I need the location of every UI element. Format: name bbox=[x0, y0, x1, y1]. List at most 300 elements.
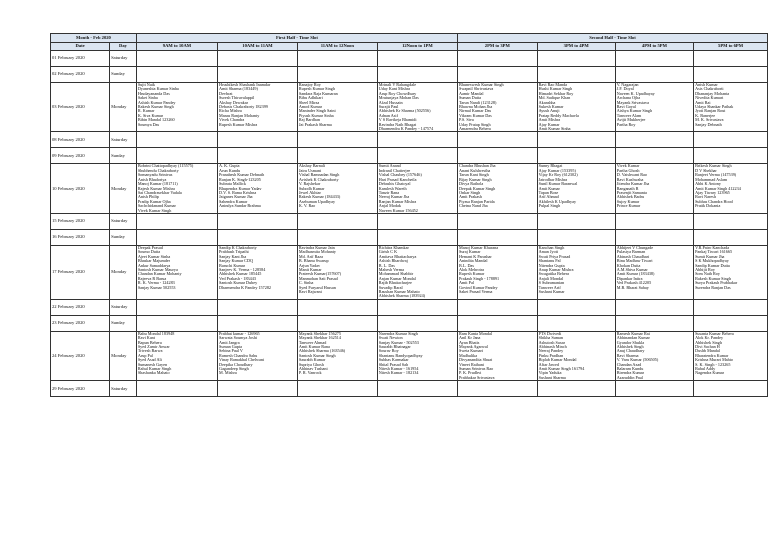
attendee-name: Neeraj Pandey bbox=[538, 348, 564, 354]
attendee-name: Anish Philip bbox=[137, 194, 159, 200]
slot-cell bbox=[694, 148, 768, 164]
slot-cell bbox=[377, 67, 457, 83]
schedule-body bbox=[51, 51, 768, 397]
attendee-name: Ajeet Kumar Sinha bbox=[137, 253, 171, 259]
attendee-name: Sourav Roy bbox=[378, 348, 399, 354]
slot-cell bbox=[297, 381, 377, 397]
attendee-name: Divi Sachan H bbox=[695, 344, 720, 350]
slot-cell bbox=[537, 164, 615, 213]
slot-cell bbox=[537, 148, 615, 164]
attendee-name: Amod Kumar bbox=[298, 104, 323, 110]
attendee-name: V. Rajshekar bbox=[298, 181, 321, 187]
slot-cell bbox=[457, 83, 537, 132]
attendee-name: V.R.Patro Kanchada bbox=[695, 245, 730, 250]
schedule-row bbox=[51, 245, 768, 299]
attendee-name: Biplab Kumar Mondal bbox=[538, 357, 577, 363]
slot-cell bbox=[694, 67, 768, 83]
attendee-name: Amit Rai bbox=[695, 99, 711, 105]
attendee-name: Arif Ahmad bbox=[538, 194, 559, 200]
attendee-name: Somanyadu Srinivas bbox=[137, 172, 173, 178]
attendee-name: Babu Mondal 183948 bbox=[137, 331, 175, 336]
attendee-name: Anjan Kumar Mondal bbox=[378, 275, 416, 281]
slot-cell bbox=[694, 245, 768, 299]
attendee-name: Sukesh Kumar bbox=[538, 104, 564, 110]
attendee-name: Devbrat bbox=[219, 90, 233, 96]
attendee-name: D. Vaishwant Rao bbox=[616, 172, 648, 178]
slot-cell bbox=[297, 83, 377, 132]
attendee-name: Azaruddin Paul bbox=[616, 374, 643, 380]
slot-cell bbox=[457, 229, 537, 245]
attendee-name: Gyandor Shukla bbox=[616, 339, 645, 345]
attendee-name: Debashis Ghatoyal bbox=[378, 181, 411, 187]
attendee-name: Mahesh Verma bbox=[378, 266, 404, 272]
attendee-name: Indranil Chatterjee bbox=[378, 167, 411, 173]
attendee-name: Deepak Prasad bbox=[137, 245, 163, 250]
attendee-name: Naveen K. Upadhayay bbox=[616, 90, 655, 96]
slot-cell bbox=[218, 381, 298, 397]
attendee-name: Prince Kumar bbox=[616, 203, 641, 209]
attendee-name: Piyasa Ranjan Parida bbox=[458, 198, 495, 204]
attendee-name: Pratap Reddy Machavla bbox=[538, 112, 579, 118]
attendee-name: Sai Chandrasekhar Vadala bbox=[137, 189, 182, 195]
attendee-name: Ajay Tiwary 123965 bbox=[695, 189, 730, 195]
attendee-name: Madhusmita Mohanty bbox=[298, 249, 336, 255]
slot-cell bbox=[136, 51, 217, 67]
attendee-name: Tanweer Arif bbox=[538, 284, 561, 290]
attendee-name: Abhishek Sharma (163546) bbox=[298, 348, 346, 354]
attendee-name: Rahul Addy bbox=[695, 366, 716, 372]
header-row-top bbox=[51, 34, 768, 43]
attendee-name: Rakesh Kumar Singh bbox=[137, 104, 174, 110]
attendee-name: Ranjan K. Singh-123205 bbox=[219, 176, 261, 182]
attendee-name: Vivek Kumar bbox=[616, 163, 640, 169]
attendee-name: Swati Newton bbox=[378, 335, 403, 341]
day-cell: Sunday bbox=[110, 315, 137, 331]
slot-cell bbox=[136, 331, 217, 380]
slot-cell bbox=[615, 51, 693, 67]
attendee-name: Amit Kumar bbox=[538, 185, 560, 191]
slot-cell bbox=[457, 299, 537, 315]
date-cell: 02 February 2020 bbox=[51, 67, 110, 83]
day-header: Day bbox=[110, 43, 137, 51]
attendee-name: Vikram Kumar Das bbox=[458, 112, 492, 118]
slot-cell bbox=[615, 132, 693, 148]
attendee-name: Saurabh Kumar bbox=[298, 357, 326, 363]
attendee-name: Ankur Samaddarya bbox=[137, 262, 171, 268]
slot-cell bbox=[694, 381, 768, 397]
slot-cell bbox=[694, 299, 768, 315]
attendee-name: Ravi Rao Manda bbox=[538, 82, 568, 87]
attendee-name: Onkar Singh bbox=[458, 189, 481, 195]
attendee-name: Ashish Kumar Pandey bbox=[137, 99, 176, 105]
attendee-name: Bijay Kumar Singh bbox=[458, 176, 492, 182]
attendee-name: Amit Kumar Rana bbox=[298, 344, 330, 350]
attendee-name: Rupesh Kumar Mishra bbox=[219, 121, 258, 127]
attendee-name: Ajay Kumar (153395) bbox=[538, 167, 576, 173]
attendee-name: Ravi Kushwaha bbox=[616, 176, 644, 182]
attendee-name: Abhishek Badru bbox=[616, 194, 645, 200]
date-cell: 10 February 2020 bbox=[51, 164, 110, 213]
attendee-name: Shikha Suman bbox=[538, 335, 563, 341]
attendee-name: D.V. S. Rama Krishna bbox=[219, 189, 257, 195]
slot-cell bbox=[218, 299, 298, 315]
slot-cell bbox=[136, 132, 217, 148]
attendee-name: Arjun Yadav bbox=[298, 262, 321, 268]
attendee-name: B. Bhanu Swarup bbox=[298, 258, 329, 264]
slot-cell bbox=[694, 83, 768, 132]
attendee-name: Amit Jangra bbox=[219, 339, 240, 345]
attendee-name: Arup Pal bbox=[137, 352, 153, 358]
attendee-name: M. K. Srivastava bbox=[695, 117, 724, 123]
attendee-name: A.M.Shiva Kumar bbox=[616, 266, 648, 272]
attendee-name: Surendra Ranjan Das bbox=[695, 284, 731, 290]
attendee-name: Md. Sadique Khan bbox=[538, 95, 571, 101]
attendee-name: Ashutosh Saxar bbox=[538, 339, 566, 345]
attendee-name: Bapun Behera bbox=[137, 339, 162, 345]
attendee-name: Bhuneswesh Kumar Singh bbox=[458, 82, 504, 87]
attendee-name: Surajit Paul bbox=[378, 104, 399, 110]
time-slot-schedule bbox=[50, 33, 768, 397]
slot-cell bbox=[537, 51, 615, 67]
attendee-name: Manoj Kumar (181711) bbox=[137, 181, 178, 187]
attendee-name: Rupesh Kumar bbox=[458, 271, 485, 277]
attendee-name: Suman Dutta bbox=[458, 95, 481, 101]
attendee-name: Sanjeev K. Verma - 128584 bbox=[219, 266, 266, 272]
slot-cell bbox=[297, 299, 377, 315]
attendee-name: Shubhendu Chakraborty bbox=[137, 167, 179, 173]
slot-cell bbox=[377, 148, 457, 164]
slot-cell bbox=[218, 315, 298, 331]
day-cell: Sunday bbox=[110, 148, 137, 164]
attendee-name: Amitava Bhattacharya bbox=[378, 253, 417, 259]
attendee-name: Abhishek Singh bbox=[616, 344, 644, 350]
slot-cell bbox=[615, 213, 693, 229]
attendee-name: Subhas Chandra Hood bbox=[695, 198, 733, 204]
attendee-name: S K Mukhopadhyay bbox=[695, 258, 729, 264]
attendee-name: Prasenjit Samanta bbox=[616, 189, 647, 195]
attendee-name: Divya Rathola bbox=[458, 181, 484, 187]
attendee-name: Sumit Kumar Jha bbox=[695, 253, 725, 259]
attendee-name: Nivedita Kumari bbox=[695, 95, 724, 101]
attendee-name: Dharmendra K Pandey 157282 bbox=[219, 284, 272, 290]
attendee-name: Naveen Kumar 156452 bbox=[378, 207, 418, 213]
slot-cell bbox=[297, 164, 377, 213]
attendee-name: Swati Priya Prasad bbox=[538, 253, 571, 259]
attendee-name: Mrutunjaya Mohan Das bbox=[378, 95, 419, 101]
slot-cell bbox=[537, 132, 615, 148]
attendee-name: Sarwata Soumya Joshi bbox=[219, 335, 257, 341]
attendee-name: Mrinali V Rahangdale bbox=[378, 82, 417, 87]
attendee-name: Vipin Yaduka bbox=[538, 370, 562, 376]
slot-cell bbox=[377, 229, 457, 245]
attendee-name: Binu Madhaw Tiwari bbox=[616, 258, 653, 264]
slot-cell bbox=[136, 229, 217, 245]
date-cell: 29 February 2020 bbox=[51, 381, 110, 397]
attendee-name: Hushi Kumar Singh bbox=[538, 86, 573, 92]
attendee-name: Pratik Dokania bbox=[695, 203, 721, 209]
schedule-row bbox=[51, 67, 768, 83]
slot-cell bbox=[615, 299, 693, 315]
date-cell: 22 February 2020 bbox=[51, 299, 110, 315]
attendee-name: Ravi Kant bbox=[137, 335, 155, 341]
slot-cell bbox=[218, 229, 298, 245]
attendee-name: Jaiganes Kumar Jha bbox=[219, 194, 253, 200]
attendee-name: Aftar Jawed bbox=[538, 361, 559, 367]
attendee-name: Dhananjay Mohanta bbox=[695, 90, 730, 96]
attendee-name: Anup Kumar Mishra bbox=[538, 266, 574, 272]
attendee-name: Akshay Barnali bbox=[298, 163, 326, 169]
attendee-name: Amarendra Behera bbox=[458, 126, 491, 132]
attendee-name: Tanzir Rana bbox=[378, 189, 400, 195]
slot-cell bbox=[615, 148, 693, 164]
attendee-name: Anjal Modak bbox=[378, 203, 401, 209]
attendee-name: Jai Prakash Sharma bbox=[298, 121, 332, 127]
attendee-name: Akhilesh K Upadhyay bbox=[538, 198, 577, 204]
attendee-name: Birendra Kumar bbox=[616, 370, 645, 376]
attendee-name: Himadri Sekhar Roy bbox=[538, 90, 574, 96]
attendee-name: Afzal Hussain bbox=[378, 99, 403, 105]
day-cell: Monday bbox=[110, 245, 137, 299]
attendee-name: Pradip Kumar Ojha bbox=[137, 198, 171, 204]
attendee-name: Tarun Nandi (123128) bbox=[458, 99, 497, 105]
attendee-name: Saurabh Bhatnagar bbox=[378, 344, 411, 350]
slot-cell bbox=[615, 245, 693, 299]
slot-cell bbox=[297, 132, 377, 148]
attendee-name: Alok Kr. Pandey bbox=[695, 335, 724, 341]
attendee-name: Subhas Karmakar bbox=[378, 357, 409, 363]
slot-cell bbox=[218, 148, 298, 164]
slot-cell bbox=[537, 229, 615, 245]
attendee-name: Mayank Agarwal bbox=[458, 344, 488, 350]
attendee-name: Mohammad Aslam bbox=[695, 176, 728, 182]
attendee-name: Rahul Kumar Singh bbox=[137, 366, 172, 372]
attendee-name: Surya Prakash Prabhakar bbox=[695, 280, 738, 286]
attendee-name: Girish C K bbox=[378, 249, 398, 255]
attendee-name: Rajeeva R Barua bbox=[137, 275, 167, 281]
date-cell: 24 February 2020 bbox=[51, 331, 110, 380]
attendee-name: Chandra Bhushan Jha bbox=[458, 163, 496, 169]
attendee-name: Gagandeep Singh bbox=[219, 366, 249, 372]
attendee-name: Prabhakar Srivastava bbox=[458, 374, 495, 380]
slot-cell bbox=[457, 381, 537, 397]
attendee-name: Swagatika Behera bbox=[538, 271, 569, 277]
second-half-header: Second Half - Time Slot bbox=[457, 34, 767, 43]
slot-cell bbox=[218, 51, 298, 67]
attendee-name: Nirmal Kumar Das bbox=[458, 108, 492, 114]
attendee-name: Maninder Singh Saini bbox=[298, 108, 336, 114]
attendee-name: Sachchidanand Kumar bbox=[137, 203, 176, 209]
slot-cell bbox=[136, 83, 217, 132]
attendee-name: PTS Dwivedi bbox=[538, 331, 562, 336]
attendee-name: Pranabesh Kumar Debnath bbox=[219, 172, 265, 178]
attendee-name: Soumo Dutta bbox=[137, 249, 161, 255]
attendee-name: Partha Roy bbox=[616, 121, 636, 127]
attendee-name: Prateesh Kumar(157607) bbox=[298, 271, 342, 277]
attendee-name: Mayank Shekhar 156275 bbox=[298, 331, 341, 336]
slot-cell bbox=[537, 213, 615, 229]
date-cell: 03 February 2020 bbox=[51, 83, 110, 132]
attendee-name: V S Ravikeja Bhamidi bbox=[378, 117, 417, 123]
slot-cell bbox=[218, 164, 298, 213]
attendee-name: Anish Bhadoriya bbox=[137, 176, 167, 182]
slot-cell bbox=[694, 213, 768, 229]
date-cell: 08 February 2020 bbox=[51, 132, 110, 148]
attendee-name: J.F. Doyal bbox=[616, 86, 634, 92]
schedule-row bbox=[51, 381, 768, 397]
schedule-row bbox=[51, 315, 768, 331]
slot-cell bbox=[377, 83, 457, 132]
date-cell: 09 February 2020 bbox=[51, 148, 110, 164]
attendee-name: Bibu Adhikari bbox=[298, 95, 323, 101]
attendee-name: S Subramanian bbox=[538, 280, 565, 286]
attendee-name: Tanweer Alam bbox=[616, 112, 642, 118]
attendee-name: Pankaj Tiwari 161665 bbox=[695, 249, 733, 255]
attendee-name: Ved Prakash 412205 bbox=[616, 280, 652, 286]
attendee-name: B. L. Das bbox=[378, 262, 395, 268]
schedule-row bbox=[51, 148, 768, 164]
attendee-name: Ayan Bhatis bbox=[458, 339, 480, 345]
attendee-name: Bharatendra Kumar bbox=[695, 352, 729, 358]
attendee-name: Ramesh Kumar Rai bbox=[616, 331, 650, 336]
slot-cell bbox=[537, 83, 615, 132]
slot-cell bbox=[377, 132, 457, 148]
schedule-row bbox=[51, 331, 768, 380]
attendee-name: Kanchan Singh bbox=[538, 245, 565, 250]
slot-cell bbox=[377, 331, 457, 380]
attendee-name: Rupesh Kumar Singh bbox=[298, 86, 335, 92]
schedule-row bbox=[51, 132, 768, 148]
date-header: Date bbox=[51, 43, 110, 51]
attendee-name: Bobrini Chattopadhyay (115575) bbox=[137, 163, 194, 169]
schedule-row bbox=[51, 83, 768, 132]
attendee-name: Suraj Kumar bbox=[458, 249, 481, 255]
attendee-name: Asis Chakraborti bbox=[695, 86, 724, 92]
slot-cell bbox=[297, 245, 377, 299]
attendee-name: Hari Prasad Kanchetla bbox=[378, 176, 417, 182]
attendee-name: Deepika Choudhary bbox=[219, 361, 253, 367]
attendee-name: Chandan Kumar Mohanty bbox=[137, 271, 182, 277]
attendee-name: Uday Kant Mishra bbox=[378, 86, 410, 92]
attendee-name: Dyaneshta Kumar Sinha bbox=[137, 86, 179, 92]
slot-cell bbox=[457, 164, 537, 213]
attendee-name: Brikesh Kumar Singh bbox=[695, 163, 732, 169]
attendee-name: Arup Roy Chowdhury bbox=[378, 90, 417, 96]
attendee-name: Ayush Anuji bbox=[538, 108, 560, 114]
attendee-name: Divyanandita Shuat bbox=[458, 357, 493, 363]
attendee-name: K. Siva Kumar bbox=[137, 112, 164, 118]
day-cell: Saturday bbox=[110, 381, 137, 397]
attendee-name: Sumit Anand bbox=[378, 163, 401, 169]
attendee-name: Chandan Azad bbox=[616, 361, 642, 367]
slot-header-6: 3PM to 4PM bbox=[537, 43, 615, 51]
attendee-name: Shital Prasad Sah bbox=[378, 361, 409, 367]
attendee-name: Richa Mishra bbox=[219, 108, 242, 114]
attendee-name: Bhupendra Kumar Yadav bbox=[219, 185, 262, 191]
attendee-name: Sanjay Kumar 502553 bbox=[137, 284, 176, 290]
attendee-name: Sanjay Debnath bbox=[695, 121, 722, 127]
slot-cell bbox=[694, 51, 768, 67]
attendee-name: Sheel Mirza bbox=[298, 99, 320, 105]
attendee-name: Aishya Kumar Singh bbox=[616, 108, 653, 114]
attendee-name: Pulastya Barman bbox=[616, 249, 646, 255]
attendee-name: Mayank Srivastava bbox=[616, 99, 649, 105]
slot-cell bbox=[537, 315, 615, 331]
attendee-name: V. Varu Kumar (506505) bbox=[616, 357, 659, 363]
attendee-name: Pulpal Singh bbox=[538, 203, 561, 209]
slot-cell bbox=[457, 213, 537, 229]
attendee-name: Ajay Kumar bbox=[538, 121, 560, 127]
attendee-name: Anindya Sundar Brahma bbox=[219, 203, 261, 209]
date-cell: 01 February 2020 bbox=[51, 51, 110, 67]
slot-cell bbox=[694, 331, 768, 380]
attendee-name: Anindita Mandal bbox=[458, 258, 488, 264]
attendee-name: Ravi Goyal bbox=[616, 104, 636, 110]
attendee-name: Alok Mehrotra bbox=[458, 266, 484, 272]
slot-cell bbox=[377, 245, 457, 299]
slot-cell bbox=[297, 148, 377, 164]
slot-cell bbox=[297, 213, 377, 229]
schedule-row bbox=[51, 213, 768, 229]
attendee-name: Suresh Thiruvalappil bbox=[219, 95, 255, 101]
attendee-name: Abhinash Minch bbox=[538, 344, 567, 350]
attendee-name: Ved Prakash - 183443 bbox=[219, 275, 256, 281]
attendee-name: Rakesh Kumar Singh bbox=[695, 275, 731, 281]
attendee-name: Abhijeet V Chungade bbox=[616, 245, 654, 250]
attendee-name: Aman Jyoti bbox=[538, 249, 559, 255]
day-cell: Sunday bbox=[110, 67, 137, 83]
slot-header-8: 5PM to 6PM bbox=[694, 43, 768, 51]
attendee-name: Vinay Ramakhal Chelwani bbox=[219, 357, 265, 363]
attendee-name: Santosh Kumar Dubey bbox=[219, 280, 258, 286]
attendee-name: Nagendra Kumar bbox=[695, 370, 725, 376]
slot-cell bbox=[377, 213, 457, 229]
attendee-name: D V Shekhar bbox=[695, 167, 717, 173]
attendee-name: Santosh Kumar Maurya bbox=[137, 266, 178, 272]
attendee-name: M.B. Bharat Sahay bbox=[616, 284, 649, 290]
attendee-name: R. Kumar bbox=[137, 108, 155, 114]
attendee-name: Shantanu Bandyopadhyay bbox=[378, 352, 423, 358]
attendee-name: Arun Kundu bbox=[219, 167, 241, 173]
attendee-name: Aamir Mandal bbox=[458, 90, 484, 96]
attendee-name: Shashanka Mahato bbox=[137, 370, 170, 376]
slot-cell bbox=[457, 245, 537, 299]
day-cell: Saturday bbox=[110, 51, 137, 67]
attendee-name: Syed Asad Ali bbox=[137, 357, 162, 363]
attendee-name: Krishna Murari Mahto bbox=[695, 357, 734, 363]
slot-cell bbox=[537, 299, 615, 315]
attendee-name: Bhawna Mohan Jha bbox=[458, 104, 493, 110]
attendee-name: Suman Srinivas Rao bbox=[458, 366, 494, 372]
date-cell: 17 February 2020 bbox=[51, 245, 110, 299]
attendee-name: Abhijit Roy bbox=[695, 266, 715, 272]
attendee-name: Raj Bardhan bbox=[298, 117, 320, 123]
attendee-name: Abhishek Kr Sharma (502556) bbox=[378, 108, 431, 114]
slot-cell bbox=[694, 315, 768, 331]
attendee-name: Rajib Bhattacharjee bbox=[378, 280, 412, 286]
attendee-name: Nitesh Kumar - 161954 bbox=[378, 366, 419, 372]
attendee-name: Tarun Kant Singh bbox=[458, 172, 489, 178]
attendee-name: Manas Ranjan Mohanty bbox=[219, 112, 260, 118]
day-cell: Monday bbox=[110, 331, 137, 380]
attendee-name: Jitendra Kumar Jha bbox=[616, 181, 650, 187]
attendee-name: Avijit Mukherjee bbox=[616, 117, 646, 123]
attendee-name: Amit Kumar Sinha bbox=[538, 126, 571, 132]
slot-cell bbox=[218, 331, 298, 380]
attendee-name: Balaram Kundu bbox=[616, 366, 644, 372]
attendee-name: Abhinandan Kumar bbox=[616, 335, 650, 341]
attendee-name: Abhishek Kumar 185445 bbox=[219, 271, 262, 277]
attendee-name: Amit Kumar Singh 412234 bbox=[695, 185, 741, 191]
